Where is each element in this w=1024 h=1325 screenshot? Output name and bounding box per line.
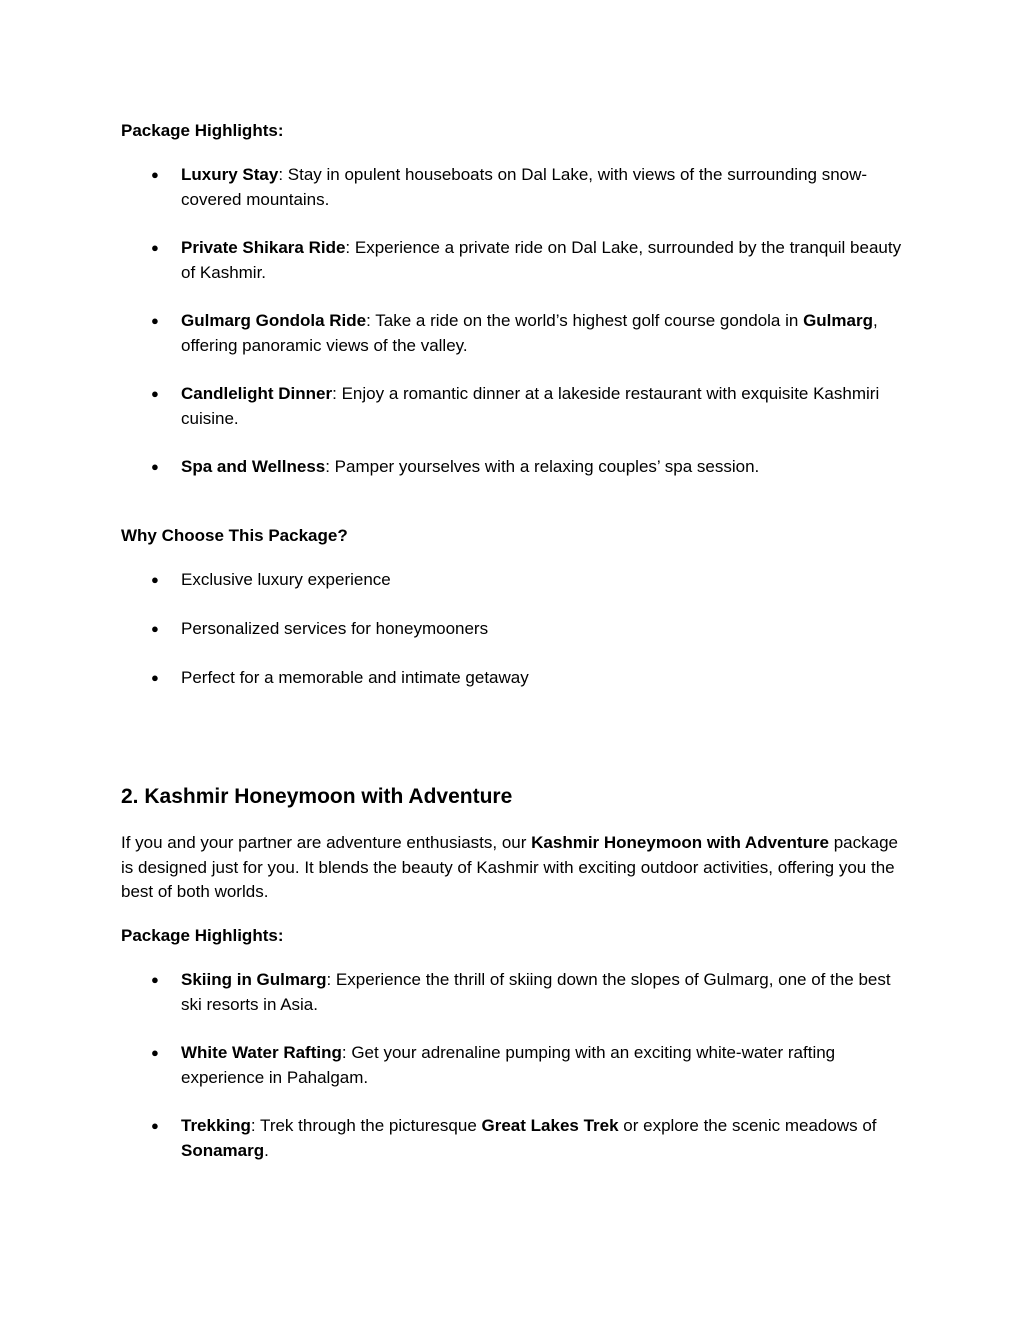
bullet-icon: ● bbox=[151, 1045, 159, 1060]
item-text: , offering panoramic views of the valley. bbox=[181, 311, 878, 355]
item-title: Candlelight Dinner bbox=[181, 384, 333, 403]
package-highlights-label: Package Highlights: bbox=[121, 121, 284, 140]
bullet-icon: ● bbox=[151, 167, 159, 182]
bullet-icon: ● bbox=[151, 972, 159, 987]
item-text: : Take a ride on the world’s highest golf course gondola in bbox=[366, 311, 804, 330]
item-title: White Water Rafting bbox=[181, 1043, 342, 1062]
item-bold-place: Great Lakes Trek bbox=[481, 1116, 619, 1135]
item-text: . bbox=[264, 1140, 269, 1160]
item-bold-place: Sonamarg bbox=[181, 1140, 265, 1160]
item-bold-place: Gulmarg bbox=[803, 311, 873, 330]
bullet-icon: ● bbox=[151, 459, 159, 474]
item-text: : Get your adrenaline pumping with an exciting white-water rafting experience in Pahalgam. bbox=[181, 1043, 836, 1087]
item-text: or explore the scenic meadows of bbox=[618, 1116, 877, 1135]
bullet-icon: ● bbox=[151, 670, 159, 685]
item-text: : Experience a private ride on Dal Lake, surrounded by the tranquil beauty of Kashmir. bbox=[181, 238, 902, 282]
item-text: : Enjoy a romantic dinner at a lakeside restaurant with exquisite Kashmiri cuisine. bbox=[181, 384, 880, 428]
item-text: : Stay in opulent houseboats on Dal Lake, with views of the surrounding snow-covered mountains. bbox=[181, 165, 868, 209]
bullet-icon: ● bbox=[151, 1118, 159, 1133]
item-title: Gulmarg Gondola Ride bbox=[181, 311, 367, 330]
item-text: Perfect for a memorable and intimate getaway bbox=[181, 668, 529, 687]
why-choose-label: Why Choose This Package? bbox=[121, 526, 348, 545]
item-text: Exclusive luxury experience bbox=[181, 570, 391, 589]
item-text: : Trek through the picturesque bbox=[250, 1116, 482, 1135]
item-text: : Experience the thrill of skiing down the slopes of Gulmarg, one of the best ski resorts in Asia. bbox=[181, 970, 891, 1014]
bullet-icon: ● bbox=[151, 386, 159, 401]
bullet-icon: ● bbox=[151, 313, 159, 328]
bullet-icon: ● bbox=[151, 572, 159, 587]
item-title: Skiing in Gulmarg bbox=[181, 970, 327, 989]
item-title: Trekking bbox=[181, 1116, 251, 1135]
item-title: Spa and Wellness bbox=[181, 457, 326, 476]
bullet-icon: ● bbox=[151, 240, 159, 255]
intro-text: package is designed just for you. It blends the beauty of Kashmir with exciting outdoor activities, offering you the best of both worlds. bbox=[121, 833, 898, 901]
item-text: Personalized services for honeymooners bbox=[181, 619, 489, 638]
section-heading: 2. Kashmir Honeymoon with Adventure bbox=[121, 785, 513, 808]
item-title: Luxury Stay bbox=[181, 165, 279, 184]
intro-text: If you and your partner are adventure enthusiasts, our bbox=[121, 833, 532, 852]
intro-package-name: Kashmir Honeymoon with Adventure bbox=[531, 833, 829, 852]
bullet-icon: ● bbox=[151, 621, 159, 636]
intro-paragraph bbox=[121, 831, 911, 905]
item-title: Private Shikara Ride bbox=[181, 238, 346, 257]
package-highlights-label: Package Highlights: bbox=[121, 926, 284, 945]
item-text: : Pamper yourselves with a relaxing couples’ spa session. bbox=[325, 457, 760, 476]
